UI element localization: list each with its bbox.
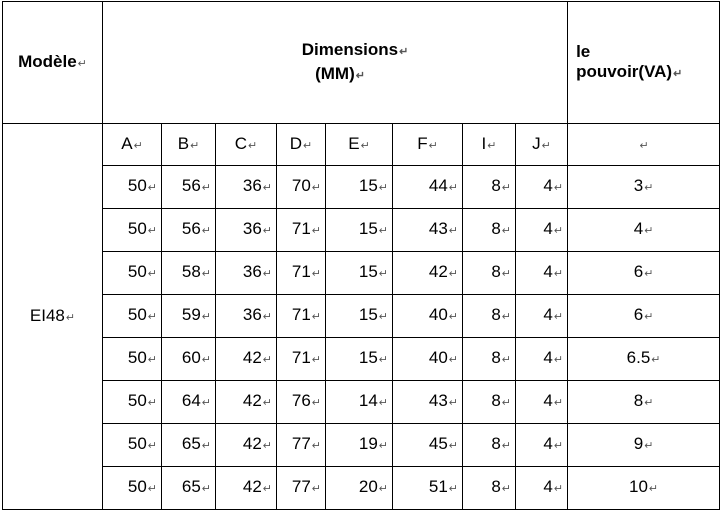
paragraph-mark-icon: ↵ [644,268,654,280]
cell-value: 43 [428,391,448,410]
paragraph-mark-icon: ↵ [644,311,654,323]
column-header-a [103,124,162,166]
cell-value: 40 [428,305,448,324]
cell-value: 15 [358,219,378,238]
paragraph-mark-icon: ↵ [65,311,76,324]
dimensions-header: Dimensions [301,39,399,59]
cell-i [463,424,516,467]
power-header-line1: le [576,41,591,61]
cell-value: 50 [127,262,147,281]
cell-value: 65 [181,477,201,496]
paragraph-mark-icon: ↵ [553,225,564,237]
paragraph-mark-icon: ↵ [501,397,511,409]
cell-e [326,295,393,338]
cell-value: 4 [543,348,553,367]
cell-e [326,467,393,510]
paragraph-mark-icon: ↵ [303,139,313,152]
cell-value: 36 [242,176,262,195]
cell-value: 4 [543,219,553,238]
cell-j [516,424,568,467]
cell-value: 8 [491,219,501,238]
cell-d [277,295,326,338]
cell-b [162,295,216,338]
cell-d [277,338,326,381]
paragraph-mark-icon: ↵ [311,311,321,323]
cell-power [568,467,720,510]
paragraph-mark-icon: ↵ [147,483,157,495]
paragraph-mark-icon: ↵ [428,139,438,152]
cell-a [103,252,162,295]
cell-b [162,252,216,295]
paragraph-mark-icon: ↵ [501,354,511,366]
paragraph-mark-icon: ↵ [147,182,157,194]
paragraph-mark-icon: ↵ [673,67,683,80]
cell-b [162,467,216,510]
cell-a [103,424,162,467]
cell-e [326,209,393,252]
paragraph-mark-icon: ↵ [147,225,157,237]
paragraph-mark-icon: ↵ [311,483,321,495]
paragraph-mark-icon: ↵ [501,440,511,452]
paragraph-mark-icon: ↵ [639,139,649,152]
column-letter: D [289,133,303,153]
cell-e [326,381,393,424]
cell-b [162,209,216,252]
paragraph-mark-icon: ↵ [644,440,654,452]
power-value: 4 [633,219,644,238]
paragraph-mark-icon: ↵ [448,311,458,323]
paragraph-mark-icon: ↵ [448,354,458,366]
cell-value: 15 [358,176,378,195]
paragraph-mark-icon: ↵ [399,45,409,58]
power-value: 10 [629,477,648,496]
cell-c [216,166,277,209]
cell-value: 15 [358,305,378,324]
cell-e [326,338,393,381]
cell-e [326,252,393,295]
paragraph-mark-icon: ↵ [147,440,157,452]
dimensions-table [2,1,720,510]
column-letter: F [417,133,428,153]
paragraph-mark-icon: ↵ [501,483,511,495]
table-row [3,338,720,381]
cell-value: 50 [127,176,147,195]
model-header-cell [3,2,103,124]
table-body [3,2,720,510]
cell-b [162,424,216,467]
cell-value: 43 [428,219,448,238]
cell-a [103,295,162,338]
column-header-j [516,124,568,166]
column-letter: A [121,133,133,153]
cell-f [393,424,463,467]
cell-i [463,381,516,424]
cell-b [162,338,216,381]
paragraph-mark-icon: ↵ [501,225,511,237]
cell-value: 40 [428,348,448,367]
column-letter: J [532,133,541,153]
paragraph-mark-icon: ↵ [360,139,370,152]
cell-value: 36 [242,219,262,238]
cell-j [516,338,568,381]
power-header-line2: pouvoir(VA) [576,61,673,81]
cell-power [568,209,720,252]
cell-value: 42 [242,348,262,367]
paragraph-mark-icon: ↵ [448,397,458,409]
cell-a [103,209,162,252]
cell-j [516,252,568,295]
cell-value: 15 [358,348,378,367]
table-row [3,166,720,209]
table-row [3,209,720,252]
cell-value: 50 [127,434,147,453]
cell-value: 58 [181,262,201,281]
paragraph-mark-icon: ↵ [201,225,211,237]
cell-value: 77 [291,434,311,453]
cell-j [516,166,568,209]
table-row [3,252,720,295]
cell-value: 59 [181,305,201,324]
model-cell [3,124,103,510]
paragraph-mark-icon: ↵ [201,311,211,323]
paragraph-mark-icon: ↵ [378,440,388,452]
cell-value: 51 [428,477,448,496]
cell-a [103,338,162,381]
cell-value: 42 [428,262,448,281]
cell-j [516,209,568,252]
cell-c [216,295,277,338]
cell-value: 14 [358,391,378,410]
cell-value: 71 [291,219,311,238]
power-value: 6 [633,262,644,281]
paragraph-mark-icon: ↵ [262,354,272,366]
paragraph-mark-icon: ↵ [644,397,654,409]
column-header-f [393,124,463,166]
paragraph-mark-icon: ↵ [133,139,143,152]
model-name: EI48 [29,305,65,325]
cell-value: 50 [127,305,147,324]
table-row [3,295,720,338]
paragraph-mark-icon: ↵ [201,397,211,409]
cell-i [463,252,516,295]
cell-c [216,467,277,510]
cell-value: 65 [181,434,201,453]
cell-f [393,209,463,252]
table-row [3,424,720,467]
cell-d [277,381,326,424]
cell-f [393,467,463,510]
paragraph-mark-icon: ↵ [201,354,211,366]
power-value: 3 [633,176,644,195]
paragraph-mark-icon: ↵ [248,139,258,152]
dimensions-header-cell [103,2,568,124]
cell-value: 60 [181,348,201,367]
cell-value: 56 [181,219,201,238]
paragraph-mark-icon: ↵ [553,182,564,194]
cell-value: 8 [491,262,501,281]
cell-j [516,381,568,424]
cell-i [463,209,516,252]
paragraph-mark-icon: ↵ [262,483,272,495]
cell-value: 19 [358,434,378,453]
cell-value: 70 [291,176,311,195]
paragraph-mark-icon: ↵ [378,311,388,323]
paragraph-mark-icon: ↵ [378,268,388,280]
cell-a [103,381,162,424]
cell-power [568,295,720,338]
cell-d [277,424,326,467]
cell-d [277,252,326,295]
cell-value: 42 [242,434,262,453]
column-header-e [326,124,393,166]
cell-value: 71 [291,262,311,281]
paragraph-mark-icon: ↵ [201,268,211,280]
paragraph-mark-icon: ↵ [378,397,388,409]
cell-value: 8 [491,434,501,453]
cell-c [216,209,277,252]
cell-c [216,252,277,295]
cell-power [568,166,720,209]
cell-c [216,424,277,467]
paragraph-mark-icon: ↵ [378,354,388,366]
paragraph-mark-icon: ↵ [553,397,564,409]
cell-a [103,166,162,209]
paragraph-mark-icon: ↵ [501,268,511,280]
power-header-cell [568,2,720,124]
cell-power [568,381,720,424]
paragraph-mark-icon: ↵ [147,354,157,366]
power-value: 6.5 [626,348,651,367]
paragraph-mark-icon: ↵ [147,397,157,409]
paragraph-mark-icon: ↵ [448,483,458,495]
cell-value: 36 [242,305,262,324]
cell-j [516,467,568,510]
cell-i [463,338,516,381]
column-header-b [162,124,216,166]
cell-power [568,338,720,381]
cell-d [277,166,326,209]
paragraph-mark-icon: ↵ [201,483,211,495]
cell-c [216,338,277,381]
paragraph-mark-icon: ↵ [644,182,654,194]
paragraph-mark-icon: ↵ [448,182,458,194]
cell-value: 50 [127,348,147,367]
cell-value: 71 [291,348,311,367]
paragraph-mark-icon: ↵ [378,483,388,495]
cell-b [162,166,216,209]
model-header: Modèle [18,51,77,71]
cell-value: 15 [358,262,378,281]
header-row [3,2,720,124]
column-letter: B [177,133,190,153]
column-header-d [277,124,326,166]
cell-value: 4 [543,305,553,324]
paragraph-mark-icon: ↵ [541,139,551,152]
cell-value: 76 [291,391,311,410]
cell-d [277,467,326,510]
cell-value: 4 [543,262,553,281]
paragraph-mark-icon: ↵ [448,268,458,280]
paragraph-mark-icon: ↵ [648,483,659,495]
paragraph-mark-icon: ↵ [378,182,388,194]
cell-value: 4 [543,434,553,453]
cell-f [393,166,463,209]
cell-value: 36 [242,262,262,281]
paragraph-mark-icon: ↵ [147,268,157,280]
paragraph-mark-icon: ↵ [262,182,272,194]
column-header-c [216,124,277,166]
cell-c [216,381,277,424]
cell-value: 8 [491,176,501,195]
paragraph-mark-icon: ↵ [378,225,388,237]
paragraph-mark-icon: ↵ [355,69,365,82]
paragraph-mark-icon: ↵ [311,354,321,366]
cell-value: 8 [491,348,501,367]
paragraph-mark-icon: ↵ [311,225,321,237]
power-value: 6 [633,305,644,324]
cell-power [568,424,720,467]
cell-value: 4 [543,176,553,195]
paragraph-mark-icon: ↵ [553,354,564,366]
paragraph-mark-icon: ↵ [553,268,564,280]
column-header-i [463,124,516,166]
paragraph-mark-icon: ↵ [553,440,564,452]
cell-value: 50 [127,391,147,410]
column-letter: I [481,133,487,153]
paragraph-mark-icon: ↵ [190,139,200,152]
paragraph-mark-icon: ↵ [448,225,458,237]
column-letters-row [3,124,720,166]
cell-i [463,295,516,338]
cell-value: 44 [428,176,448,195]
table-row [3,467,720,510]
paragraph-mark-icon: ↵ [501,311,511,323]
paragraph-mark-icon: ↵ [501,182,511,194]
cell-value: 42 [242,391,262,410]
cell-value: 50 [127,219,147,238]
table-row [3,381,720,424]
cell-value: 50 [127,477,147,496]
power-value: 9 [633,434,644,453]
cell-value: 8 [491,305,501,324]
cell-power [568,252,720,295]
paragraph-mark-icon: ↵ [201,440,211,452]
cell-value: 42 [242,477,262,496]
cell-f [393,381,463,424]
paragraph-mark-icon: ↵ [651,354,661,366]
cell-value: 56 [181,176,201,195]
power-value: 8 [633,391,644,410]
paragraph-mark-icon: ↵ [311,182,321,194]
paragraph-mark-icon: ↵ [262,268,272,280]
paragraph-mark-icon: ↵ [311,440,321,452]
cell-i [463,467,516,510]
cell-i [463,166,516,209]
cell-value: 71 [291,305,311,324]
cell-value: 8 [491,477,501,496]
cell-value: 8 [491,391,501,410]
dimensions-unit: (MM) [315,63,355,83]
paragraph-mark-icon: ↵ [311,268,321,280]
paragraph-mark-icon: ↵ [201,182,211,194]
paragraph-mark-icon: ↵ [311,397,321,409]
paragraph-mark-icon: ↵ [553,311,564,323]
cell-value: 77 [291,477,311,496]
paragraph-mark-icon: ↵ [262,397,272,409]
cell-b [162,381,216,424]
cell-f [393,252,463,295]
paragraph-mark-icon: ↵ [262,311,272,323]
cell-d [277,209,326,252]
paragraph-mark-icon: ↵ [644,225,654,237]
cell-a [103,467,162,510]
cell-value: 64 [181,391,201,410]
cell-value: 45 [428,434,448,453]
paragraph-mark-icon: ↵ [487,139,497,152]
paragraph-mark-icon: ↵ [147,311,157,323]
column-letter: C [234,133,248,153]
paragraph-mark-icon: ↵ [262,225,272,237]
power-column-header [568,124,720,166]
paragraph-mark-icon: ↵ [448,440,458,452]
cell-value: 20 [358,477,378,496]
paragraph-mark-icon: ↵ [262,440,272,452]
column-letter: E [348,133,360,153]
paragraph-mark-icon: ↵ [77,57,87,70]
cell-j [516,295,568,338]
cell-f [393,295,463,338]
cell-e [326,424,393,467]
cell-value: 4 [543,391,553,410]
cell-value: 4 [543,477,553,496]
paragraph-mark-icon: ↵ [553,483,564,495]
cell-f [393,338,463,381]
cell-e [326,166,393,209]
